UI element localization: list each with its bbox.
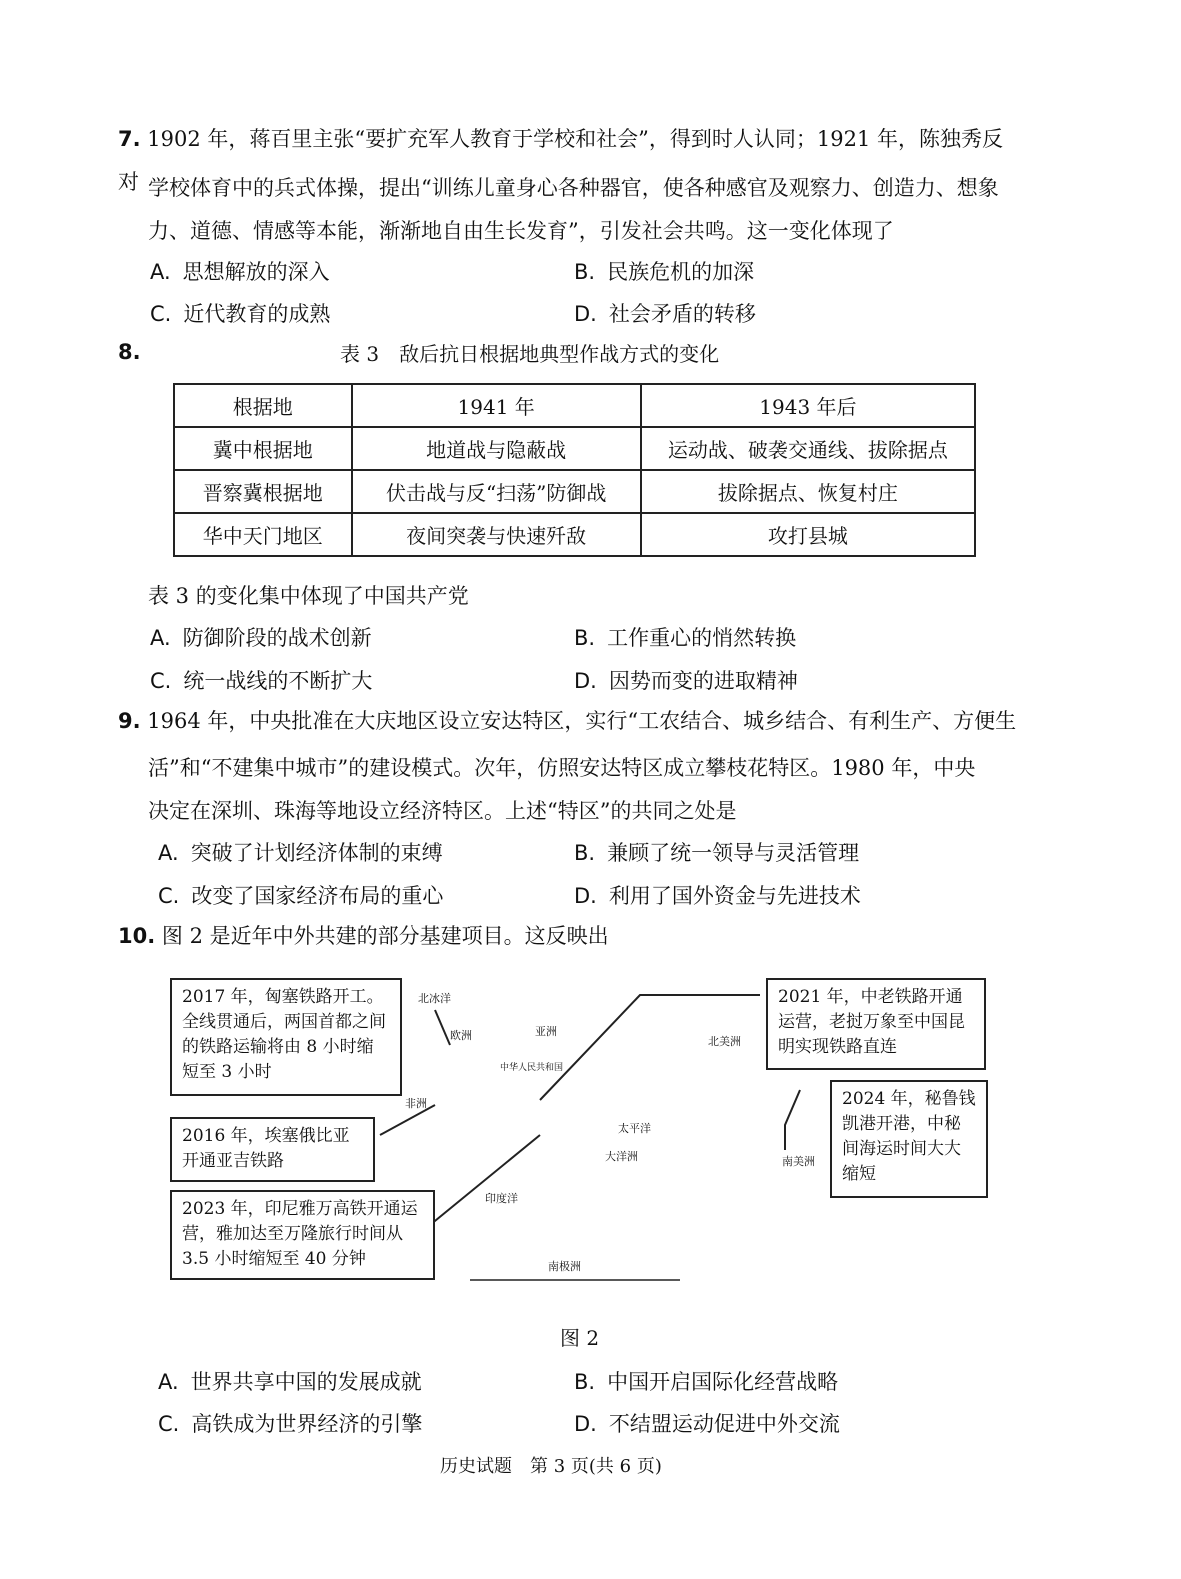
stem-line: 1902 年，蒋百里主张“要扩充军人教育于学校和社会”，得到时人认同；1921 年，陈独秀反对 — [118, 127, 1003, 194]
map-label: 大洋洲 — [605, 1150, 638, 1163]
stem-line: 活”和“不建集中城市”的建设模式。次年，仿照安达特区成立攀枝花特区。1980 年，中央 — [148, 756, 976, 780]
map-label: 亚洲 — [535, 1025, 557, 1038]
option-b[interactable]: B. 中国开启国际化经营战略 — [574, 1370, 839, 1394]
table-cell: 夜间突袭与快速歼敌 — [352, 513, 641, 556]
map-label: 欧洲 — [450, 1029, 472, 1042]
world-map-figure — [160, 975, 1000, 1295]
map-label: 非洲 — [405, 1097, 427, 1110]
page-footer: 历史试题 第 3 页(共 6 页) — [440, 1456, 662, 1477]
data-table — [173, 383, 976, 557]
option-c[interactable]: C. 改变了国家经济布局的重心 — [158, 884, 444, 908]
project-box-laos: 2021 年，中老铁路开通运营，老挝万象至中国昆明实现铁路直连 — [766, 978, 986, 1070]
option-d[interactable]: D. 利用了国外资金与先进技术 — [574, 884, 861, 908]
table-header: 1941 年 — [352, 384, 641, 427]
option-a[interactable]: A. 思想解放的深入 — [150, 260, 330, 284]
project-box-hungary-serbia: 2017 年，匈塞铁路开工。全线贯通后，两国首都之间的铁路运输将由 8 小时缩短至 3 小时 — [170, 978, 402, 1096]
option-d[interactable]: D. 社会矛盾的转移 — [574, 302, 756, 326]
question-9 — [118, 700, 1018, 743]
stem-line: 表 3 的变化集中体现了中国共产党 — [148, 584, 469, 608]
map-label: 北美洲 — [708, 1035, 741, 1048]
table-cell: 地道战与隐蔽战 — [352, 427, 641, 470]
option-a[interactable]: A. 突破了计划经济体制的束缚 — [158, 841, 443, 865]
table-header-row — [174, 384, 975, 427]
project-box-indonesia: 2023 年，印尼雅万高铁开通运营，雅加达至万隆旅行时间从 3.5 小时缩短至 40 分钟 — [170, 1190, 435, 1280]
table-header: 根据地 — [174, 384, 352, 427]
option-b[interactable]: B. 工作重心的悄然转换 — [574, 626, 797, 650]
leader-line — [435, 1010, 450, 1045]
map-label: 北冰洋 — [418, 992, 451, 1005]
project-box-ethiopia: 2016 年，埃塞俄比亚开通亚吉铁路 — [170, 1117, 375, 1182]
option-d[interactable]: D. 不结盟运动促进中外交流 — [574, 1412, 840, 1436]
question-10 — [118, 915, 1018, 958]
option-c[interactable]: C. 高铁成为世界经济的引擎 — [158, 1412, 423, 1436]
option-b[interactable]: B. 兼顾了统一领导与灵活管理 — [574, 841, 860, 865]
stem-line: 决定在深圳、珠海等地设立经济特区。上述“特区”的共同之处是 — [148, 799, 737, 823]
table-cell: 冀中根据地 — [174, 427, 352, 470]
table-row — [174, 427, 975, 470]
table-cell: 晋察冀根据地 — [174, 470, 352, 513]
stem-line: 图 2 是近年中外共建的部分基建项目。这反映出 — [161, 924, 609, 948]
table-cell: 华中天门地区 — [174, 513, 352, 556]
question-number: 9. — [118, 709, 141, 733]
stem-line: 力、道德、情感等本能，渐渐地自由生长发育”，引发社会共鸣。这一变化体现了 — [148, 219, 894, 243]
map-label: 南极洲 — [548, 1260, 581, 1273]
question-number: 7. — [118, 127, 141, 151]
stem-line: 1964 年，中央批准在大庆地区设立安达特区，实行“工农结合、城乡结合、有利生产、方便生 — [147, 709, 1017, 733]
table-header: 1943 年后 — [641, 384, 975, 427]
question-number: 10. — [118, 924, 156, 948]
table-row — [174, 470, 975, 513]
map-label: 太平洋 — [618, 1122, 651, 1135]
map-label: 中华人民共和国 — [500, 1063, 564, 1073]
table-caption: 表 3 敌后抗日根据地典型作战方式的变化 — [340, 342, 720, 366]
figure-caption: 图 2 — [560, 1326, 600, 1350]
table-cell: 运动战、破袭交通线、拔除据点 — [641, 427, 975, 470]
option-d[interactable]: D. 因势而变的进取精神 — [574, 669, 798, 693]
option-a[interactable]: A. 世界共享中国的发展成就 — [158, 1370, 422, 1394]
stem-line: 学校体育中的兵式体操，提出“训练儿童身心各种器官，使各种感官及观察力、创造力、想象 — [148, 176, 999, 200]
table-cell: 伏击战与反“扫荡”防御战 — [352, 470, 641, 513]
option-c[interactable]: C. 统一战线的不断扩大 — [150, 669, 373, 693]
question-number: 8. — [118, 340, 141, 364]
map-label: 印度洋 — [485, 1192, 518, 1205]
option-c[interactable]: C. 近代教育的成熟 — [150, 302, 331, 326]
map-label: 南美洲 — [782, 1155, 815, 1168]
option-a[interactable]: A. 防御阶段的战术创新 — [150, 626, 372, 650]
leader-line — [430, 1135, 540, 1225]
leader-line — [785, 1090, 800, 1150]
project-box-peru: 2024 年，秘鲁钱凯港开港，中秘间海运时间大大缩短 — [830, 1080, 988, 1198]
table-row — [174, 513, 975, 556]
table-cell: 拔除据点、恢复村庄 — [641, 470, 975, 513]
option-b[interactable]: B. 民族危机的加深 — [574, 260, 755, 284]
table-cell: 攻打县城 — [641, 513, 975, 556]
